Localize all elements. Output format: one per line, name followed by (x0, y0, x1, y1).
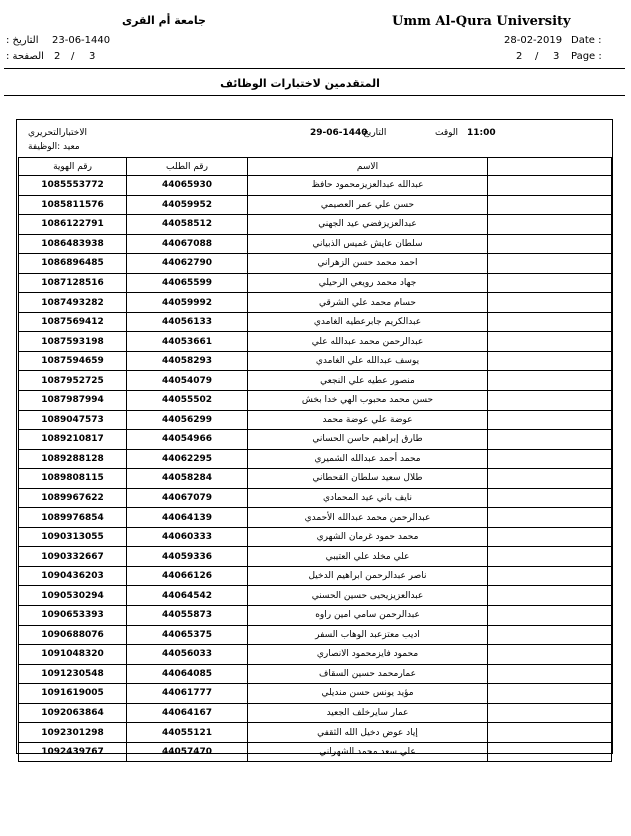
table-row (19, 332, 612, 352)
national-id-cell: 1089808115 (19, 469, 127, 489)
header-blank (488, 158, 612, 176)
blank-cell (488, 742, 612, 762)
applicant-name-cell: منصور عطيه علي النجعي (248, 371, 488, 391)
national-id-cell: 1089288128 (19, 449, 127, 469)
application-number-cell: 44067079 (127, 488, 248, 508)
job-title: معيد :الوظيفة (28, 142, 80, 152)
blank-cell (488, 371, 612, 391)
table-header-row (19, 158, 612, 176)
exam-date-label: التاريخ (363, 128, 387, 138)
blank-cell (488, 488, 612, 508)
national-id-cell: 1089976854 (19, 508, 127, 528)
table-row (19, 566, 612, 586)
page-label-ar: الصفحة : (6, 51, 44, 62)
applicant-name-cell: عبدالرحمن محمد عبدالله علي (248, 332, 488, 352)
applicant-name-cell: اديب معتزعبد الوهاب السفر (248, 625, 488, 645)
table-row (19, 625, 612, 645)
page-current-en: 2 (516, 51, 523, 62)
exam-date-value: 29-06-1440 (310, 128, 368, 138)
national-id-cell: 1087569412 (19, 312, 127, 332)
blank-cell (488, 293, 612, 313)
applicant-name-cell: مؤيد يونس حسن منديلي (248, 684, 488, 704)
blank-cell (488, 351, 612, 371)
applicant-name-cell: سلطان عايش غميس الذبياني (248, 234, 488, 254)
exam-type: الاختبارالتحريري (28, 128, 87, 138)
blank-cell (488, 723, 612, 743)
national-id-cell: 1091619005 (19, 684, 127, 704)
national-id-cell: 1089967622 (19, 488, 127, 508)
application-number-cell: 44055873 (127, 606, 248, 626)
table-row (19, 293, 612, 313)
applicant-name-cell: عوضة علي عوضة محمد (248, 410, 488, 430)
application-number-cell: 44066126 (127, 566, 248, 586)
national-id-cell: 1087593198 (19, 332, 127, 352)
blank-cell (488, 215, 612, 235)
applicant-name-cell: محمد أحمد عبدالله الشميري (248, 449, 488, 469)
national-id-cell: 1087128516 (19, 273, 127, 293)
page-title: المتقدمين لاختبارات الوظائف (220, 77, 380, 90)
national-id-cell: 1090688076 (19, 625, 127, 645)
university-name-ar: جامعة أم القرى (122, 14, 206, 27)
application-number-cell: 44058512 (127, 215, 248, 235)
application-number-cell: 44067088 (127, 234, 248, 254)
application-number-cell: 44061777 (127, 684, 248, 704)
blank-cell (488, 645, 612, 665)
applicant-name-cell: ناصر عبدالرحمن ابراهيم الدخيل (248, 566, 488, 586)
applicant-name-cell: يوسف عبدالله علي الغامدي (248, 351, 488, 371)
applicant-name-cell: نايف باني عيد المحمادي (248, 488, 488, 508)
table-row (19, 527, 612, 547)
national-id-cell: 1091048320 (19, 645, 127, 665)
table-row (19, 449, 612, 469)
national-id-cell: 1086483938 (19, 234, 127, 254)
table-row (19, 664, 612, 684)
blank-cell (488, 586, 612, 606)
table-row (19, 469, 612, 489)
table-row (19, 195, 612, 215)
blank-cell (488, 234, 612, 254)
applicant-name-cell: جهاد محمد رويعي الرحيلي (248, 273, 488, 293)
date-value-en: 28-02-2019 (504, 35, 563, 46)
national-id-cell: 1090530294 (19, 586, 127, 606)
page-total-ar: 3 (89, 51, 96, 62)
blank-cell (488, 449, 612, 469)
table-row (19, 684, 612, 704)
national-id-cell: 1086122791 (19, 215, 127, 235)
exam-time-label: الوقت (435, 128, 459, 138)
application-number-cell: 44062295 (127, 449, 248, 469)
applicant-name-cell: علي سعد محمد الشهراني (248, 742, 488, 762)
header-id: رقم الهوية (19, 158, 127, 176)
page-current-ar: 2 (54, 51, 61, 62)
table-row (19, 586, 612, 606)
page-label-en: Page : (571, 51, 602, 62)
header-name: الاسم (248, 158, 488, 176)
application-number-cell: 44056299 (127, 410, 248, 430)
application-number-cell: 44060333 (127, 527, 248, 547)
blank-cell (488, 410, 612, 430)
table-row (19, 703, 612, 723)
blank-cell (488, 527, 612, 547)
blank-cell (488, 684, 612, 704)
blank-cell (488, 254, 612, 274)
blank-cell (488, 606, 612, 626)
title-divider (4, 95, 625, 96)
blank-cell (488, 312, 612, 332)
page-sep-ar: / (71, 51, 75, 62)
applicant-name-cell: حسام محمد علي الشرقي (248, 293, 488, 313)
table-row (19, 508, 612, 528)
blank-cell (488, 391, 612, 411)
exam-time-value: 11:00 (467, 128, 496, 138)
application-number-cell: 44059336 (127, 547, 248, 567)
blank-cell (488, 664, 612, 684)
applicant-name-cell: محمود فايزمحمود الانصاري (248, 645, 488, 665)
blank-cell (488, 469, 612, 489)
national-id-cell: 1087952725 (19, 371, 127, 391)
table-row (19, 312, 612, 332)
table-row (19, 488, 612, 508)
application-number-cell: 44055502 (127, 391, 248, 411)
blank-cell (488, 703, 612, 723)
date-value-ar: 23-06-1440 (52, 35, 111, 46)
applicant-name-cell: احمد محمد حسن الزهراني (248, 254, 488, 274)
header-application: رقم الطلب (127, 158, 248, 176)
table-row (19, 742, 612, 762)
university-name-en: Umm Al-Qura University (392, 14, 571, 29)
application-number-cell: 44059992 (127, 293, 248, 313)
blank-cell (488, 176, 612, 196)
blank-cell (488, 273, 612, 293)
national-id-cell: 1092439767 (19, 742, 127, 762)
national-id-cell: 1089210817 (19, 430, 127, 450)
table-row (19, 351, 612, 371)
applicant-name-cell: طارق إبراهيم حاسن الحساني (248, 430, 488, 450)
applicant-name-cell: علي مخلد علي العتيبي (248, 547, 488, 567)
national-id-cell: 1087493282 (19, 293, 127, 313)
applicant-name-cell: عمارمحمد حسين السقاف (248, 664, 488, 684)
application-number-cell: 44058293 (127, 351, 248, 371)
applicant-name-cell: عبدالكريم جابرعطيه الغامدي (248, 312, 488, 332)
applicants-table (18, 157, 612, 762)
application-number-cell: 44064085 (127, 664, 248, 684)
national-id-cell: 1090436203 (19, 566, 127, 586)
application-number-cell: 44059952 (127, 195, 248, 215)
application-number-cell: 44055121 (127, 723, 248, 743)
date-label-en: Date : (571, 35, 602, 46)
application-number-cell: 44062790 (127, 254, 248, 274)
table-row (19, 215, 612, 235)
blank-cell (488, 430, 612, 450)
applicant-name-cell: حسن علي عمر العصيمي (248, 195, 488, 215)
table-row (19, 430, 612, 450)
blank-cell (488, 566, 612, 586)
table-row (19, 606, 612, 626)
blank-cell (488, 625, 612, 645)
applicant-name-cell: طلال سعيد سلطان القحطاني (248, 469, 488, 489)
application-number-cell: 44056133 (127, 312, 248, 332)
application-number-cell: 44053661 (127, 332, 248, 352)
applicant-name-cell: محمد حمود غرمان الشهري (248, 527, 488, 547)
national-id-cell: 1087987994 (19, 391, 127, 411)
blank-cell (488, 508, 612, 528)
application-number-cell: 44064167 (127, 703, 248, 723)
applicant-name-cell: حسن محمد محبوب الهي خدا بخش (248, 391, 488, 411)
national-id-cell: 1085811576 (19, 195, 127, 215)
page-total-en: 3 (553, 51, 560, 62)
table-row (19, 410, 612, 430)
application-number-cell: 44054966 (127, 430, 248, 450)
table-row (19, 234, 612, 254)
table-row (19, 645, 612, 665)
blank-cell (488, 195, 612, 215)
header-divider (4, 68, 625, 69)
application-number-cell: 44054079 (127, 371, 248, 391)
table-row (19, 547, 612, 567)
table-row (19, 391, 612, 411)
blank-cell (488, 332, 612, 352)
applicant-name-cell: عبدالرحمن سامي امين راوه (248, 606, 488, 626)
application-number-cell: 44065375 (127, 625, 248, 645)
applicant-name-cell: عبدالله عبدالعزيزمحمود حافظ (248, 176, 488, 196)
national-id-cell: 1087594659 (19, 351, 127, 371)
table-row (19, 273, 612, 293)
applicant-name-cell: عمار سايرخلف الجعيد (248, 703, 488, 723)
national-id-cell: 1090332667 (19, 547, 127, 567)
national-id-cell: 1092063864 (19, 703, 127, 723)
national-id-cell: 1090313055 (19, 527, 127, 547)
applicant-name-cell: عبدالعزيزيحيى حسين الحسني (248, 586, 488, 606)
application-number-cell: 44058284 (127, 469, 248, 489)
national-id-cell: 1089047573 (19, 410, 127, 430)
application-number-cell: 44056033 (127, 645, 248, 665)
table-row (19, 371, 612, 391)
national-id-cell: 1090653393 (19, 606, 127, 626)
national-id-cell: 1092301298 (19, 723, 127, 743)
applicant-name-cell: إياد عوض دخيل الله الثقفي (248, 723, 488, 743)
application-number-cell: 44065599 (127, 273, 248, 293)
national-id-cell: 1086896485 (19, 254, 127, 274)
application-number-cell: 44057470 (127, 742, 248, 762)
application-number-cell: 44064139 (127, 508, 248, 528)
page-sep-en: / (535, 51, 539, 62)
national-id-cell: 1091230548 (19, 664, 127, 684)
applicant-name-cell: عبدالعزيزفضي عيد الجهني (248, 215, 488, 235)
table-row (19, 723, 612, 743)
date-label-ar: التاريخ : (6, 35, 39, 46)
applicant-name-cell: عبدالرحمن محمد عبدالله الأحمدي (248, 508, 488, 528)
blank-cell (488, 547, 612, 567)
table-row (19, 176, 612, 196)
application-number-cell: 44065930 (127, 176, 248, 196)
application-number-cell: 44064542 (127, 586, 248, 606)
table-row (19, 254, 612, 274)
national-id-cell: 1085553772 (19, 176, 127, 196)
